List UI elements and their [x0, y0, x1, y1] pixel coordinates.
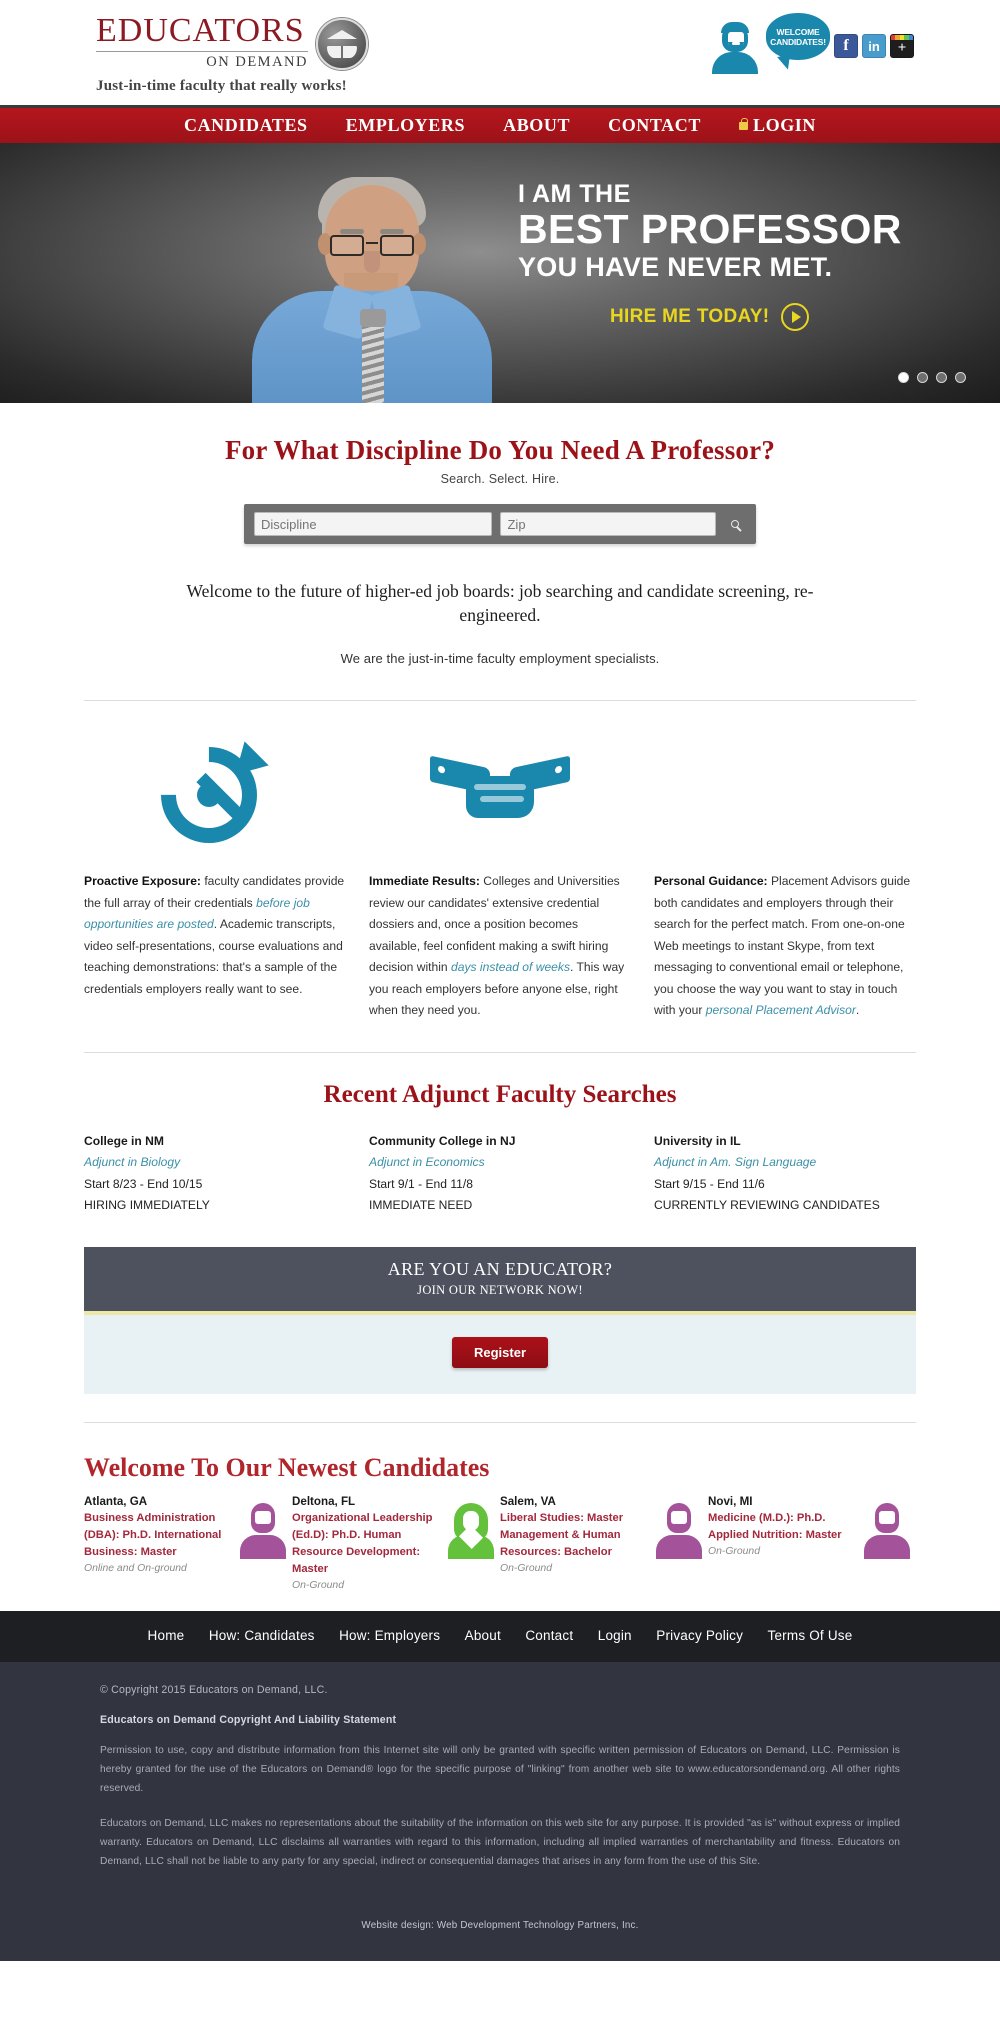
- target-arrow-icon: [84, 739, 345, 851]
- legal-paragraph-1: Permission to use, copy and distribute information from this Internet site will only be granted with specific written permission of Educators on Demand, LLC. Permission is hereby granted for the use of the Educators on Demand® logo for the specific purpose of "linking" from another web site to www.educatorsondemand.org. All other rights reserved.: [100, 1745, 900, 1795]
- feature-body-3b: .: [855, 1003, 860, 1018]
- search-org-3: University in IL: [654, 1133, 741, 1148]
- intro-headline: Welcome to the future of higher-ed job boards: job searching and candidate screening, re-engineered.: [186, 581, 814, 625]
- nav-item-employers[interactable]: EMPLOYERS: [345, 115, 466, 135]
- hire-me-today-button[interactable]: [610, 303, 938, 331]
- feature-body-1a: faculty candidates provide the full array of their credentials: [84, 874, 345, 910]
- site-logo[interactable]: [96, 14, 368, 71]
- candidate-person-icon: [712, 12, 774, 74]
- welcome-bubble-line2: CANDIDATES!: [770, 36, 826, 47]
- design-credit: Website design: Web Development Technology Partners, Inc.: [361, 1919, 639, 1931]
- arrow-right-icon: [781, 303, 809, 331]
- educator-cta-subheading: JOIN OUR NETWORK NOW!: [417, 1282, 583, 1297]
- search-submit-button[interactable]: [724, 513, 746, 535]
- footer-navigation: [0, 1611, 1000, 1662]
- hero-line-2: BEST PROFESSOR: [518, 206, 902, 253]
- share-stripe: [891, 35, 913, 40]
- feature-personal-guidance: [654, 739, 915, 1022]
- main-content: [0, 403, 1000, 1611]
- feature-body-3a: Placement Advisors guide both candidates and employers through their search for the perfect match. From one-on-one Web meetings to instant Skype, from text messaging to conventional email or telephone, you choose the way you want to stay in touch with your: [654, 874, 911, 1018]
- educator-cta-panel: [84, 1247, 916, 1394]
- hero-line-3: YOU HAVE NEVER MET.: [518, 252, 833, 283]
- feature-body-2a: Colleges and Universities review our candidates' extensive credential dossiers and, once a position becomes available, feel confident making a swift hiring decision within: [369, 874, 620, 975]
- feature-text-1: [84, 871, 345, 1000]
- candidate-mode-4: On-Ground: [708, 1546, 760, 1558]
- logo-divider: [96, 51, 308, 52]
- search-dates-3: Start 9/15 - End 11/6: [654, 1176, 765, 1191]
- logo-subtext: ON DEMAND: [206, 54, 308, 70]
- nav-item-contact[interactable]: CONTACT: [608, 115, 701, 135]
- facebook-icon[interactable]: [834, 34, 858, 58]
- candidate-location-4: Novi, MI: [708, 1494, 753, 1508]
- hero-line-1: I AM THE: [518, 180, 631, 208]
- social-icons: [834, 34, 914, 58]
- search-status-2: IMMEDIATE NEED: [369, 1198, 473, 1213]
- recent-searches-title: Recent Adjunct Faculty Searches: [323, 1080, 677, 1108]
- zip-input[interactable]: [500, 512, 716, 536]
- feature-text-2: [369, 871, 630, 1022]
- candidate-card-3: [500, 1493, 708, 1591]
- nav-item-candidates[interactable]: CANDIDATES: [183, 115, 308, 135]
- carousel-dot-3[interactable]: [936, 372, 947, 383]
- footer-link-about[interactable]: About: [464, 1628, 501, 1644]
- search-section-title: For What Discipline Do You Need A Professor?: [224, 435, 776, 465]
- register-button[interactable]: Register: [452, 1337, 548, 1368]
- carousel-dot-2[interactable]: [917, 372, 928, 383]
- share-plus-glyph: +: [897, 39, 907, 56]
- welcome-bubble-line1: WELCOME: [776, 26, 820, 37]
- footer-link-contact[interactable]: Contact: [525, 1628, 574, 1644]
- footer-link-how-candidates[interactable]: How: Candidates: [208, 1628, 315, 1644]
- carousel-dot-4[interactable]: [955, 372, 966, 383]
- candidate-mode-3: On-Ground: [500, 1563, 552, 1575]
- feature-lead-1: Proactive Exposure:: [84, 874, 201, 889]
- linkedin-icon[interactable]: [862, 34, 886, 58]
- candidate-card-1: [84, 1493, 292, 1591]
- discipline-search-form: [244, 504, 756, 544]
- carousel-dot-1[interactable]: [898, 372, 909, 383]
- nav-login-label: LOGIN: [752, 115, 816, 135]
- share-more-icon[interactable]: [890, 34, 914, 58]
- nav-item-login[interactable]: [739, 115, 816, 136]
- footer-legal: [0, 1662, 1000, 1960]
- search-section-subtitle: Search. Select. Hire.: [440, 472, 560, 486]
- welcome-candidates-bubble[interactable]: [766, 13, 830, 60]
- feature-proactive-exposure: [84, 739, 345, 1022]
- footer-link-terms-of-use[interactable]: Terms Of Use: [767, 1628, 853, 1644]
- primary-navigation: [0, 105, 1000, 143]
- candidate-degrees-3: Liberal Studies: Master Management & Human Resources: Bachelor: [500, 1512, 624, 1559]
- search-role-2[interactable]: Adjunct in Economics: [369, 1155, 485, 1170]
- search-dates-2: Start 9/1 - End 11/8: [369, 1176, 473, 1191]
- candidate-location-2: Deltona, FL: [292, 1494, 356, 1508]
- feature-lead-3: Personal Guidance:: [654, 874, 768, 889]
- candidate-card-2: [292, 1493, 500, 1591]
- footer-link-privacy-policy[interactable]: Privacy Policy: [656, 1628, 744, 1644]
- candidate-mode-2: On-Ground: [292, 1580, 344, 1592]
- candidate-card-4: [708, 1493, 916, 1591]
- hero-copy: [518, 181, 938, 331]
- facebook-glyph: f: [843, 37, 849, 54]
- features-section: [84, 701, 916, 1022]
- legal-paragraph-2: Educators on Demand, LLC makes no representations about the suitability of the information on this web site for any purpose. It is provided "as is" without express or implied warranty. Educators on Demand, LLC disclaims all warranties with regard to this information, including all implied warranties of merchantability and fitness. Educators on Demand, LLC shall not be liable to any party for any special, indirect or consequential damages that arises in any form from the use of this Site.: [100, 1818, 900, 1867]
- feature-emphasis-2: days instead of weeks: [451, 960, 571, 975]
- feature-emphasis-1: before job opportunities are posted: [84, 895, 310, 932]
- graduation-cap-badge-icon: [316, 18, 368, 70]
- recent-search-item-3: [654, 1131, 915, 1217]
- search-org-1: College in NM: [84, 1133, 164, 1148]
- linkedin-glyph: in: [868, 38, 880, 54]
- site-header: [0, 0, 1000, 105]
- female-avatar: [448, 1503, 494, 1559]
- footer-link-how-employers[interactable]: How: Employers: [339, 1628, 441, 1644]
- recent-searches-section: [84, 1053, 916, 1217]
- hire-me-today-label: HIRE ME TODAY!: [610, 306, 770, 328]
- candidate-degrees-2: Organizational Leadership (Ed.D): Ph.D. Human Resource Development: Master: [292, 1512, 433, 1576]
- search-dates-1: Start 8/23 - End 10/15: [84, 1176, 203, 1191]
- professor-photo: [252, 155, 492, 403]
- handshake-icon: [369, 739, 630, 851]
- feature-body-2b: . This way you reach employers before anyone else, right when they need you.: [369, 960, 625, 1018]
- discipline-input[interactable]: [254, 512, 492, 536]
- feature-text-3: [654, 871, 915, 1022]
- male-avatar: [240, 1503, 286, 1559]
- new-candidates-section: [84, 1423, 916, 1591]
- footer-link-home[interactable]: Home: [147, 1628, 185, 1644]
- feature-lead-2: Immediate Results:: [369, 874, 480, 889]
- logo-wordmark: EDUCATORS: [96, 12, 305, 49]
- site-tagline: Just-in-time faculty that really works!: [96, 78, 347, 94]
- search-org-2: Community College in NJ: [369, 1133, 516, 1148]
- new-candidates-title: Welcome To Our Newest Candidates: [84, 1452, 490, 1482]
- feature-immediate-results: [369, 739, 630, 1022]
- carousel-dots: [898, 372, 966, 383]
- legal-heading: Educators on Demand Copyright And Liability Statement: [100, 1714, 397, 1727]
- intro-subline: We are the just-in-time faculty employment specialists.: [340, 651, 660, 667]
- educator-cta-heading: ARE YOU AN EDUCATOR?: [387, 1258, 613, 1279]
- search-status-3: CURRENTLY REVIEWING CANDIDATES: [654, 1198, 880, 1213]
- nav-item-about[interactable]: ABOUT: [503, 115, 571, 135]
- male-avatar: [864, 1503, 910, 1559]
- educator-cta-body: [84, 1315, 916, 1394]
- search-icon: [731, 520, 739, 528]
- feature-emphasis-3: personal Placement Advisor: [705, 1003, 856, 1018]
- copyright-text: © Copyright 2015 Educators on Demand, LLC.: [100, 1684, 328, 1697]
- lock-icon: [739, 122, 748, 130]
- candidate-location-3: Salem, VA: [500, 1494, 556, 1508]
- header-right-cluster: [712, 12, 914, 74]
- people-group-icon: [654, 739, 915, 851]
- candidate-location-1: Atlanta, GA: [84, 1494, 148, 1508]
- candidate-mode-1: Online and On-ground: [84, 1563, 187, 1575]
- male-avatar: [656, 1503, 702, 1559]
- search-role-1[interactable]: Adjunct in Biology: [84, 1155, 181, 1170]
- search-status-1: HIRING IMMEDIATELY: [84, 1198, 210, 1213]
- search-role-3[interactable]: Adjunct in Am. Sign Language: [654, 1155, 817, 1170]
- footer-link-login[interactable]: Login: [597, 1628, 632, 1644]
- hero-banner: [0, 143, 1000, 403]
- candidate-degrees-1: Business Administration (DBA): Ph.D. International Business: Master: [84, 1512, 222, 1559]
- recent-search-item-2: [369, 1131, 630, 1217]
- candidate-degrees-4: Medicine (M.D.): Ph.D. Applied Nutrition: Master: [708, 1512, 842, 1542]
- educator-cta-header: [84, 1247, 916, 1315]
- feature-body-1b: . Academic transcripts, video self-presentations, course evaluations and teaching demonstrations: that's a sample of the credentials employers really want to see.: [84, 917, 343, 996]
- recent-search-item-1: [84, 1131, 345, 1217]
